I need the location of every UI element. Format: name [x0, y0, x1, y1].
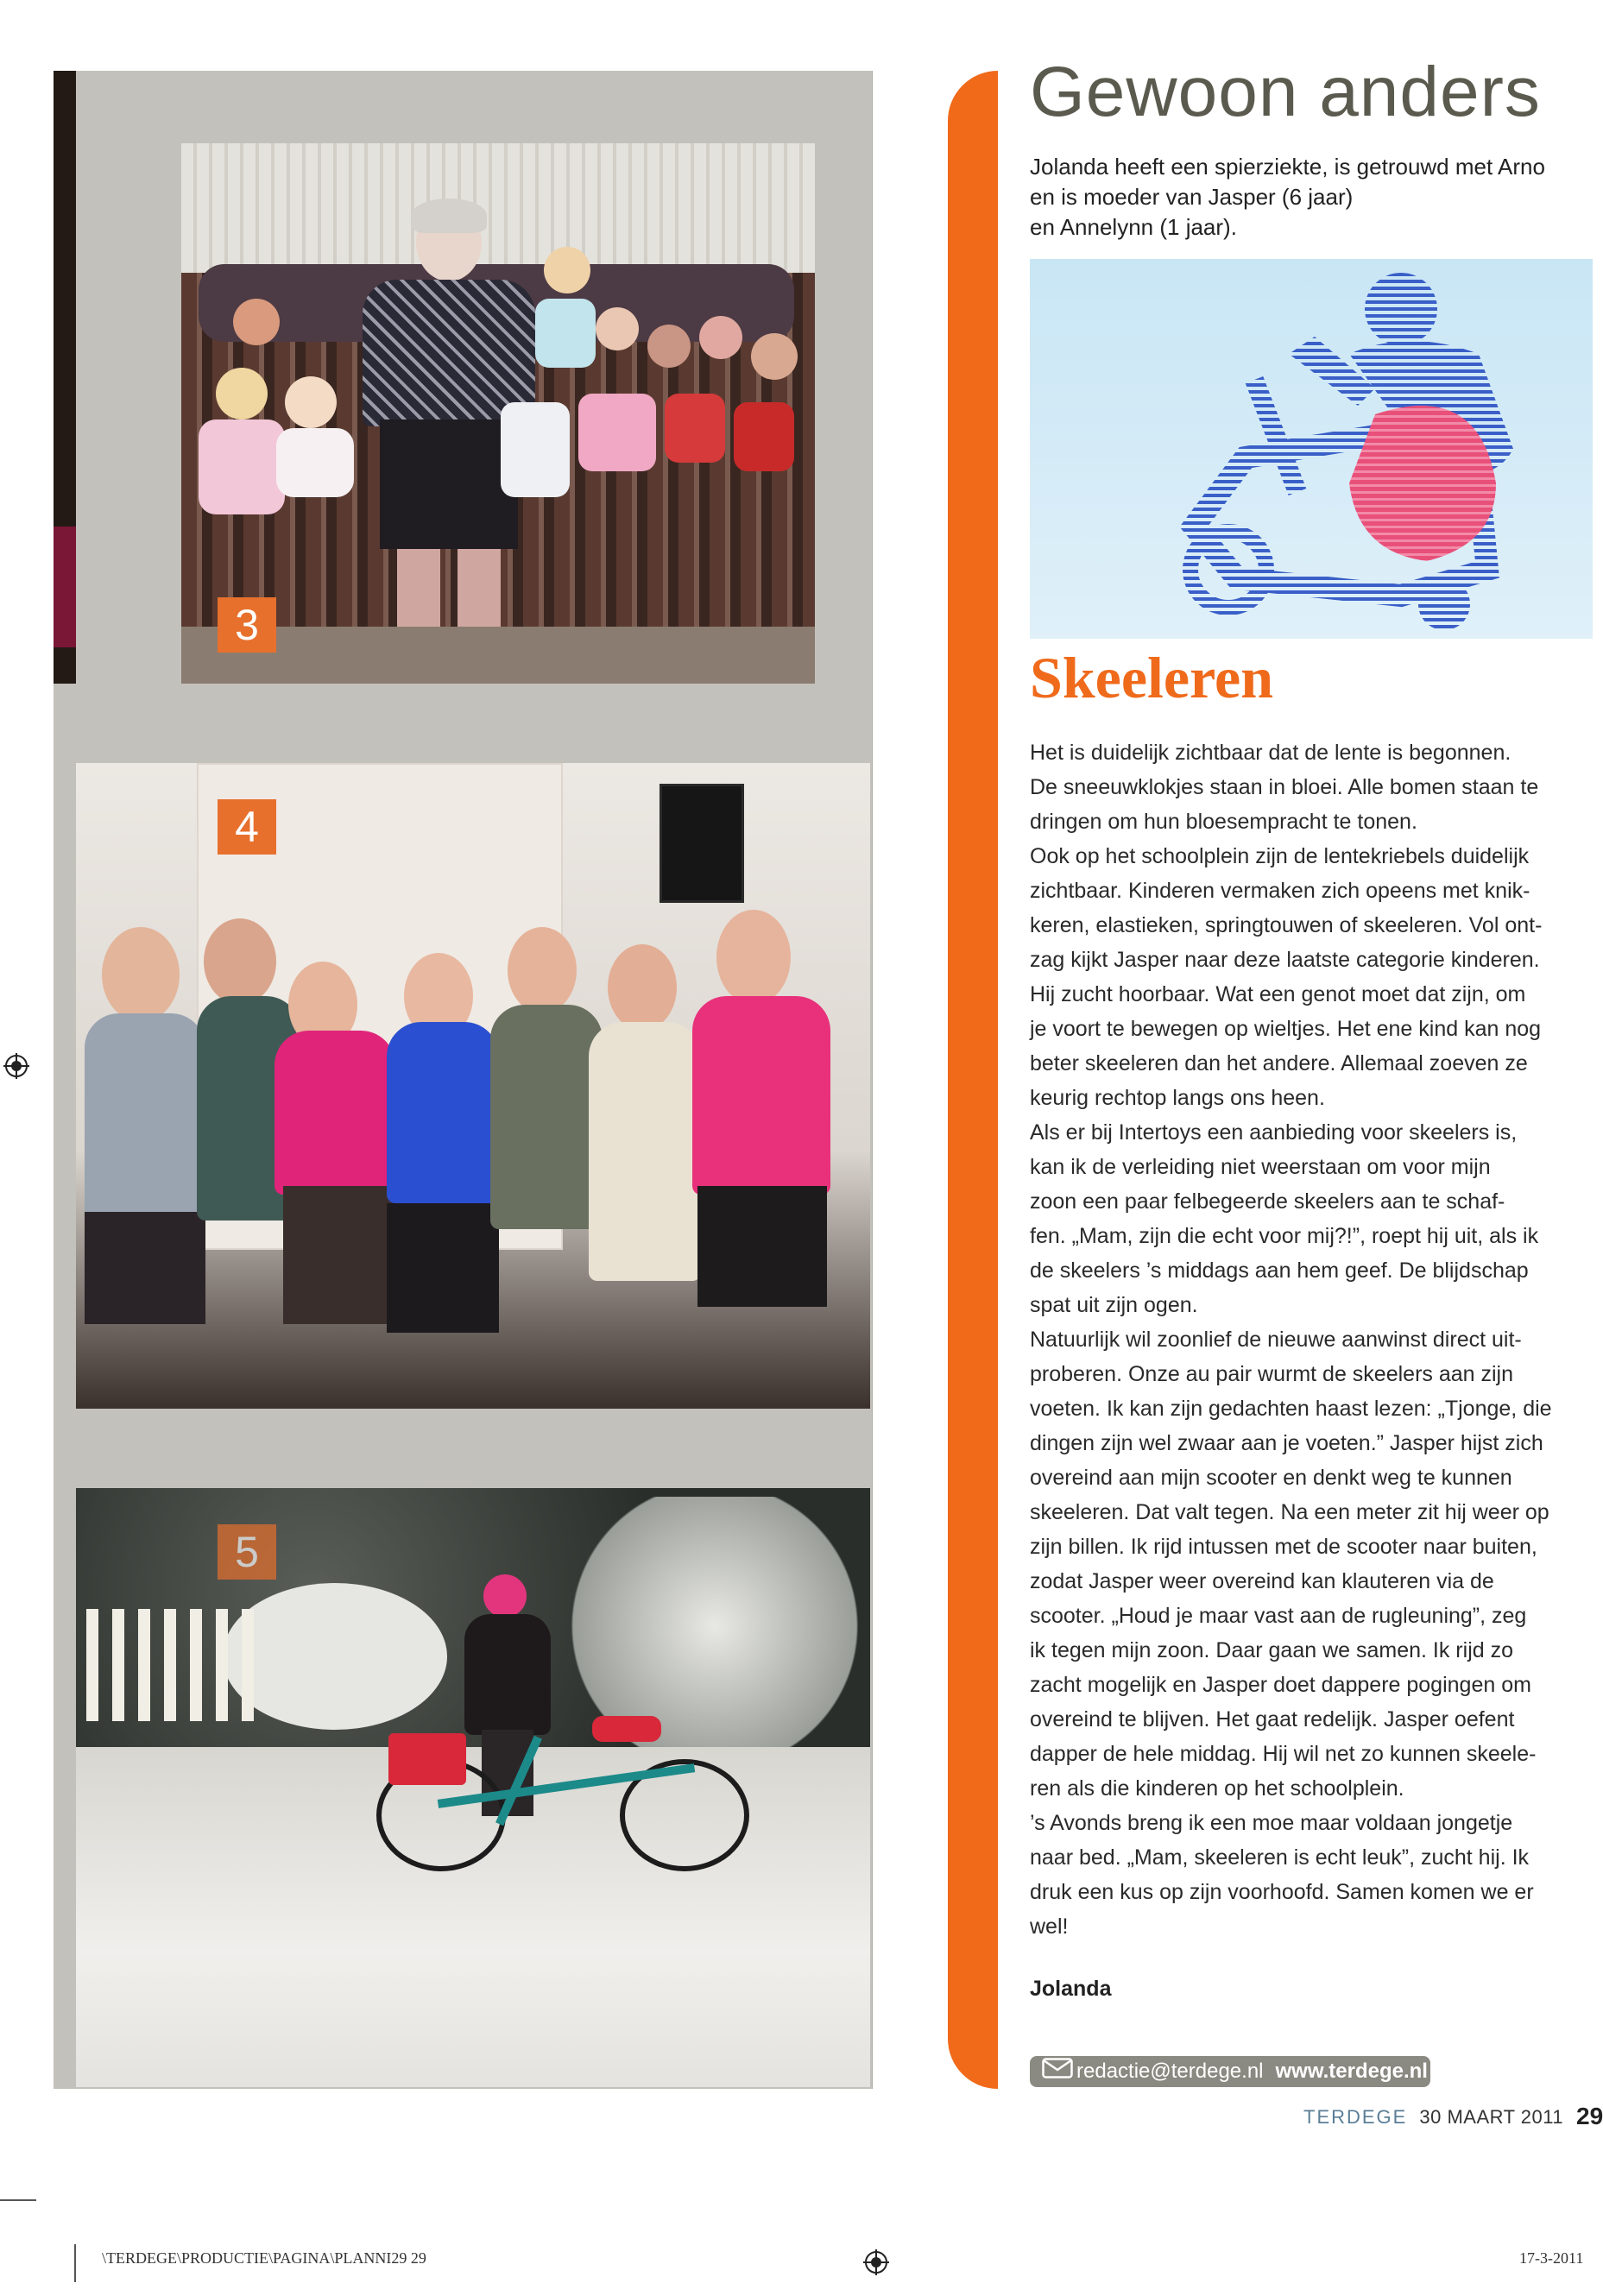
footer-date: 30 MAART 2011 [1419, 2106, 1564, 2128]
contact-box [1030, 2056, 1430, 2087]
page-number: 29 [1576, 2103, 1603, 2129]
dolls-right [527, 273, 815, 497]
body-line: ’s Avonds breng ik een moe maar voldaan jongetje [1030, 1811, 1513, 1835]
footer-brand: TERDEGE [1303, 2106, 1408, 2128]
page-footer [1303, 2106, 1563, 2129]
body-line: dingen zijn wel zwaar aan je voeten.” Jasper hijst zich [1030, 1431, 1543, 1455]
body-line: zijn billen. Ik rijd intussen met de scooter naar buiten, [1030, 1535, 1537, 1559]
body-line: je voort te bewegen op wieltjes. Het ene kind kan nog [1030, 1017, 1542, 1041]
registration-mark-icon [3, 1053, 29, 1079]
body-line: wel! [1030, 1914, 1069, 1939]
accent-bar [948, 71, 998, 2089]
body-line: scooter. „Houd je maar vast aan de rugleuning”, zeg [1030, 1604, 1527, 1628]
photo-4-badge: 4 [218, 799, 276, 855]
body-line: de skeelers ’s middags aan hem geef. De blijdschap [1030, 1258, 1529, 1283]
body-line: dapper de hele middag. Hij wil net zo kunnen skeele- [1030, 1742, 1537, 1766]
article-signature: Jolanda [1030, 1977, 1112, 2001]
print-file-path: \TERDEGE\PRODUCTIE\PAGINA\PLANNI29 29 [102, 2249, 426, 2267]
print-date: 17-3-2011 [1519, 2249, 1584, 2267]
body-line: zodat Jasper weer overeind kan klauteren via de [1030, 1569, 1494, 1593]
subtitle-line: en Annelynn (1 jaar). [1030, 214, 1237, 240]
article-body [1030, 735, 1593, 1944]
body-line: De sneeuwklokjes staan in bloei. Alle bomen staan te [1030, 775, 1539, 799]
body-line: zoon een paar felbegeerde skeelers aan te schaf- [1030, 1189, 1505, 1214]
body-line: overeind aan mijn scooter en denkt weg te kunnen [1030, 1466, 1512, 1490]
scooter-illustration [1030, 259, 1593, 639]
body-line: zichtbaar. Kinderen vermaken zich opeens met knik- [1030, 879, 1530, 903]
photo-3-badge: 3 [218, 597, 276, 653]
mail-icon [1042, 2057, 1073, 2088]
body-line: Natuurlijk wil zoonlief de nieuwe aanwinst direct uit- [1030, 1328, 1522, 1352]
body-line: Hij zucht hoorbaar. Wat een genot moet dat zijn, om [1030, 982, 1526, 1006]
body-line: ik tegen mijn zoon. Daar gaan we samen. Ik rijd zo [1030, 1638, 1513, 1662]
body-line: druk een kus op zijn voorhoofd. Samen komen we er [1030, 1880, 1534, 1904]
wall-picture [660, 784, 744, 903]
body-line: voeten. Ik kan zijn gedachten haast lezen: „Tjonge, die [1030, 1397, 1552, 1421]
body-line: keren, elastieken, springtouwen of skeeleren. Vol ont- [1030, 913, 1543, 937]
previous-page-photo-accent [54, 527, 76, 647]
fence [86, 1609, 268, 1721]
crop-mark [74, 2244, 76, 2282]
photo-girl-with-bicycle-in-snow [76, 1488, 870, 2087]
body-line: zag kijkt Jasper naar deze laatste categorie kinderen. [1030, 948, 1540, 972]
body-line: ren als die kinderen op het schoolplein. [1030, 1776, 1404, 1801]
photo-5-badge: 5 [218, 1524, 276, 1580]
bicycle [376, 1699, 765, 1871]
body-line: keurig rechtop langs ons heen. [1030, 1086, 1325, 1110]
crop-mark [0, 2199, 36, 2201]
body-line: dringen om hun bloesempracht te tonen. [1030, 810, 1417, 834]
body-line: Als er bij Intertoys een aanbieding voor skeelers is, [1030, 1120, 1518, 1145]
article-title: Gewoon anders [1030, 53, 1541, 131]
dolls-left [181, 299, 380, 514]
body-line: proberen. Onze au pair wurmt de skeelers aan zijn [1030, 1362, 1514, 1386]
girls [76, 927, 870, 1409]
body-line: Het is duidelijk zichtbaar dat de lente is begonnen. [1030, 741, 1511, 765]
contact-website-link[interactable]: www.terdege.nl [1275, 2059, 1428, 2083]
registration-mark-icon [863, 2249, 889, 2275]
body-line: Ook op het schoolplein zijn de lentekriebels duidelijk [1030, 844, 1530, 868]
body-line: skeeleren. Dat valt tegen. Na een meter zit hij weer op [1030, 1500, 1549, 1524]
body-line: spat uit zijn ogen. [1030, 1293, 1198, 1317]
photo-woman-with-dolls [181, 143, 815, 684]
scooter-person-icon [1030, 259, 1593, 639]
section-heading: Skeeleren [1030, 645, 1274, 710]
contact-email-link[interactable]: redactie@terdege.nl [1076, 2059, 1264, 2083]
body-line: naar bed. „Mam, skeeleren is echt leuk”, zucht hij. Ik [1030, 1845, 1530, 1870]
body-line: overeind te blijven. Het gaat redelijk. Jasper oefent [1030, 1707, 1515, 1731]
body-line: kan ik de verleiding niet weerstaan om voor mijn [1030, 1155, 1491, 1179]
photo-group-of-girls [76, 763, 870, 1409]
article-subtitle [1030, 152, 1593, 243]
body-line: beter skeeleren dan het andere. Allemaal zoeven ze [1030, 1051, 1528, 1075]
body-line: fen. „Mam, zijn die echt voor mij?!”, roept hij uit, als ik [1030, 1224, 1539, 1248]
carpet [181, 627, 815, 684]
subtitle-line: en is moeder van Jasper (6 jaar) [1030, 184, 1354, 210]
body-line: zacht mogelijk en Jasper doet dappere pogingen om [1030, 1673, 1531, 1697]
subtitle-line: Jolanda heeft een spierziekte, is getrouwd met Arno [1030, 154, 1545, 180]
